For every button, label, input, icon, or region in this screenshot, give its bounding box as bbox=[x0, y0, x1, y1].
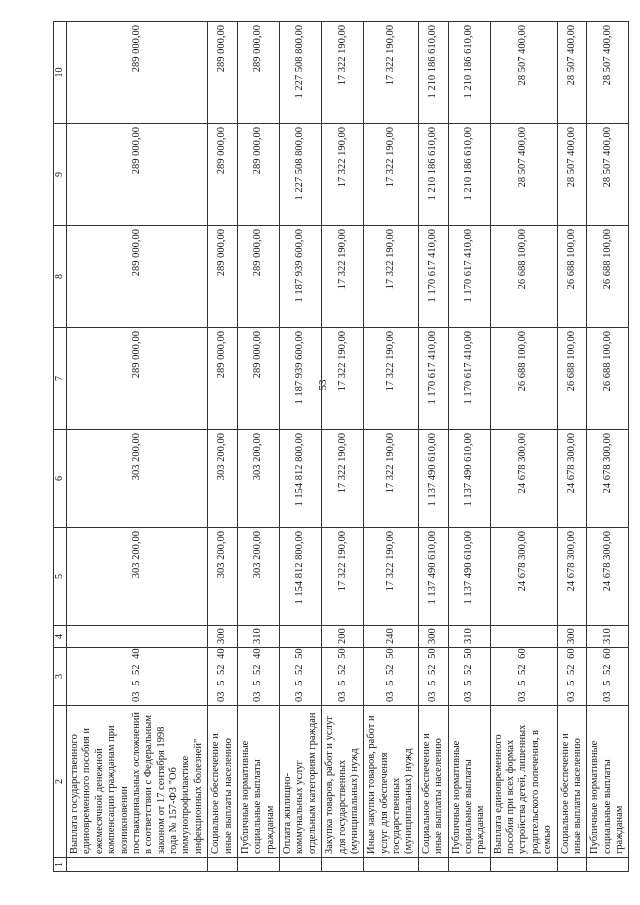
amount-col-9: 1 210 186 610,00 bbox=[418, 124, 448, 226]
amount-col-7: 17 322 190,00 bbox=[322, 328, 364, 430]
amount-col-8: 26 688 100,00 bbox=[490, 226, 557, 328]
table-row bbox=[418, 22, 448, 872]
amount-col-10: 1 227 508 800,00 bbox=[280, 22, 322, 124]
expense-type-code: 240 bbox=[364, 626, 419, 648]
target-code: 03 5 52 60 bbox=[587, 648, 629, 706]
row-name: Публичные нормативные социальные выплаты гражданам bbox=[587, 706, 629, 858]
target-code: 03 5 52 60 bbox=[490, 648, 557, 706]
blank-cell bbox=[418, 858, 448, 872]
row-name: Публичные нормативные социальные выплаты гражданам bbox=[237, 706, 279, 858]
amount-col-10: 289 000,00 bbox=[237, 22, 279, 124]
amount-col-10: 28 507 400,00 bbox=[587, 22, 629, 124]
row-name: Социальное обеспечение и иные выплаты населению bbox=[208, 706, 238, 858]
blank-cell bbox=[490, 858, 557, 872]
amount-col-6: 303 200,00 bbox=[208, 430, 238, 528]
table-row bbox=[322, 22, 364, 872]
table-row bbox=[237, 22, 279, 872]
amount-col-8: 26 688 100,00 bbox=[587, 226, 629, 328]
amount-col-10: 1 210 186 610,00 bbox=[448, 22, 490, 124]
amount-col-6: 17 322 190,00 bbox=[322, 430, 364, 528]
amount-col-7: 1 187 939 600,00 bbox=[280, 328, 322, 430]
column-number: 9 bbox=[54, 124, 67, 226]
amount-col-10: 17 322 190,00 bbox=[322, 22, 364, 124]
amount-col-7: 26 688 100,00 bbox=[490, 328, 557, 430]
table-row bbox=[448, 22, 490, 872]
amount-col-6: 303 200,00 bbox=[67, 430, 208, 528]
amount-col-9: 28 507 400,00 bbox=[490, 124, 557, 226]
row-name: Социальное обеспечение и иные выплаты населению bbox=[418, 706, 448, 858]
target-code: 03 5 52 40 bbox=[208, 648, 238, 706]
amount-col-5: 1 137 490 610,00 bbox=[418, 528, 448, 626]
amount-col-6: 24 678 300,00 bbox=[587, 430, 629, 528]
target-code: 03 5 52 50 bbox=[448, 648, 490, 706]
amount-col-9: 289 000,00 bbox=[67, 124, 208, 226]
expense-type-code: 300 bbox=[557, 626, 587, 648]
target-code: 03 5 52 40 bbox=[237, 648, 279, 706]
amount-col-5: 24 678 300,00 bbox=[587, 528, 629, 626]
table-row bbox=[364, 22, 419, 872]
amount-col-6: 303 200,00 bbox=[237, 430, 279, 528]
amount-col-8: 1 170 617 410,00 bbox=[418, 226, 448, 328]
amount-col-5: 24 678 300,00 bbox=[557, 528, 587, 626]
blank-cell bbox=[364, 858, 419, 872]
column-number: 10 bbox=[54, 22, 67, 124]
amount-col-7: 1 170 617 410,00 bbox=[448, 328, 490, 430]
amount-col-5: 303 200,00 bbox=[208, 528, 238, 626]
amount-col-7: 289 000,00 bbox=[208, 328, 238, 430]
target-code: 03 5 52 60 bbox=[557, 648, 587, 706]
amount-col-8: 26 688 100,00 bbox=[557, 226, 587, 328]
target-code: 03 5 52 40 bbox=[67, 648, 208, 706]
blank-cell bbox=[587, 858, 629, 872]
column-number: 3 bbox=[54, 648, 67, 706]
target-code: 03 5 52 50 bbox=[364, 648, 419, 706]
table-row bbox=[557, 22, 587, 872]
row-name: Оплата жилищно-коммунальных услуг отдельным категориям граждан bbox=[280, 706, 322, 858]
row-name: Выплата единовременного пособия при всех формах устройства детей, лишенных родительского попечения, в семью bbox=[490, 706, 557, 858]
column-number: 6 bbox=[54, 430, 67, 528]
amount-col-9: 28 507 400,00 bbox=[587, 124, 629, 226]
row-name: Социальное обеспечение и иные выплаты населению bbox=[557, 706, 587, 858]
table-row bbox=[208, 22, 238, 872]
amount-col-9: 1 227 508 800,00 bbox=[280, 124, 322, 226]
column-number-row bbox=[54, 22, 67, 872]
table-row bbox=[587, 22, 629, 872]
amount-col-10: 1 210 186 610,00 bbox=[418, 22, 448, 124]
column-number: 5 bbox=[54, 528, 67, 626]
target-code: 03 5 52 50 bbox=[322, 648, 364, 706]
amount-col-8: 289 000,00 bbox=[67, 226, 208, 328]
amount-col-7: 289 000,00 bbox=[67, 328, 208, 430]
amount-col-8: 17 322 190,00 bbox=[322, 226, 364, 328]
target-code: 03 5 52 50 bbox=[418, 648, 448, 706]
amount-col-9: 17 322 190,00 bbox=[364, 124, 419, 226]
expense-type-code bbox=[67, 626, 208, 648]
row-name: Закупка товаров, работ и услуг для государственных (муниципальных) нужд bbox=[322, 706, 364, 858]
blank-cell bbox=[448, 858, 490, 872]
column-number: 8 bbox=[54, 226, 67, 328]
amount-col-5: 303 200,00 bbox=[67, 528, 208, 626]
expense-type-code: 310 bbox=[587, 626, 629, 648]
amount-col-8: 1 170 617 410,00 bbox=[448, 226, 490, 328]
row-name: Иные закупки товаров, работ и услуг для обеспечения государственных (муниципальных) нужд bbox=[364, 706, 419, 858]
amount-col-6: 1 137 490 610,00 bbox=[448, 430, 490, 528]
amount-col-5: 17 322 190,00 bbox=[364, 528, 419, 626]
table-row bbox=[67, 22, 208, 872]
blank-cell bbox=[557, 858, 587, 872]
amount-col-7: 17 322 190,00 bbox=[364, 328, 419, 430]
amount-col-7: 289 000,00 bbox=[237, 328, 279, 430]
amount-col-10: 289 000,00 bbox=[208, 22, 238, 124]
amount-col-10: 289 000,00 bbox=[67, 22, 208, 124]
column-number: 1 bbox=[54, 858, 67, 872]
amount-col-6: 1 154 812 800,00 bbox=[280, 430, 322, 528]
column-number: 4 bbox=[54, 626, 67, 648]
row-name: Публичные нормативные социальные выплаты гражданам bbox=[448, 706, 490, 858]
amount-col-8: 17 322 190,00 bbox=[364, 226, 419, 328]
blank-cell bbox=[322, 858, 364, 872]
target-code: 03 5 52 50 bbox=[280, 648, 322, 706]
expense-type-code: 300 bbox=[208, 626, 238, 648]
expense-type-code: 300 bbox=[418, 626, 448, 648]
amount-col-5: 1 137 490 610,00 bbox=[448, 528, 490, 626]
amount-col-9: 28 507 400,00 bbox=[557, 124, 587, 226]
page-number: 53 bbox=[317, 379, 329, 391]
table-row bbox=[490, 22, 557, 872]
amount-col-5: 1 154 812 800,00 bbox=[280, 528, 322, 626]
expense-type-code: 310 bbox=[237, 626, 279, 648]
amount-col-6: 24 678 300,00 bbox=[557, 430, 587, 528]
blank-cell bbox=[237, 858, 279, 872]
table-body bbox=[54, 22, 629, 872]
amount-col-6: 17 322 190,00 bbox=[364, 430, 419, 528]
amount-col-9: 289 000,00 bbox=[208, 124, 238, 226]
blank-cell bbox=[280, 858, 322, 872]
table-row bbox=[280, 22, 322, 872]
amount-col-9: 17 322 190,00 bbox=[322, 124, 364, 226]
amount-col-7: 1 170 617 410,00 bbox=[418, 328, 448, 430]
rotated-table-container bbox=[53, 22, 625, 872]
expense-type-code: 200 bbox=[322, 626, 364, 648]
expense-type-code: 310 bbox=[448, 626, 490, 648]
budget-table bbox=[53, 21, 629, 872]
expense-type-code bbox=[280, 626, 322, 648]
amount-col-9: 289 000,00 bbox=[237, 124, 279, 226]
expense-type-code bbox=[490, 626, 557, 648]
amount-col-8: 1 187 939 600,00 bbox=[280, 226, 322, 328]
blank-cell bbox=[67, 858, 208, 872]
amount-col-8: 289 000,00 bbox=[208, 226, 238, 328]
blank-cell bbox=[208, 858, 238, 872]
row-name: Выплата государственного единовременного пособия и ежемесячной денежной компенсации гражданам при возникновении поствакцинальных осложнений в соответствии с Федеральным законом от 17 сентября 1998 года № 157-ФЗ "Об иммунопрофилактике инфекционных болезней" bbox=[67, 706, 208, 858]
amount-col-7: 26 688 100,00 bbox=[557, 328, 587, 430]
amount-col-7: 26 688 100,00 bbox=[587, 328, 629, 430]
amount-col-6: 24 678 300,00 bbox=[490, 430, 557, 528]
amount-col-5: 303 200,00 bbox=[237, 528, 279, 626]
amount-col-8: 289 000,00 bbox=[237, 226, 279, 328]
amount-col-6: 1 137 490 610,00 bbox=[418, 430, 448, 528]
amount-col-5: 24 678 300,00 bbox=[490, 528, 557, 626]
column-number: 2 bbox=[54, 706, 67, 858]
amount-col-10: 28 507 400,00 bbox=[490, 22, 557, 124]
amount-col-10: 28 507 400,00 bbox=[557, 22, 587, 124]
amount-col-9: 1 210 186 610,00 bbox=[448, 124, 490, 226]
amount-col-5: 17 322 190,00 bbox=[322, 528, 364, 626]
column-number: 7 bbox=[54, 328, 67, 430]
amount-col-10: 17 322 190,00 bbox=[364, 22, 419, 124]
